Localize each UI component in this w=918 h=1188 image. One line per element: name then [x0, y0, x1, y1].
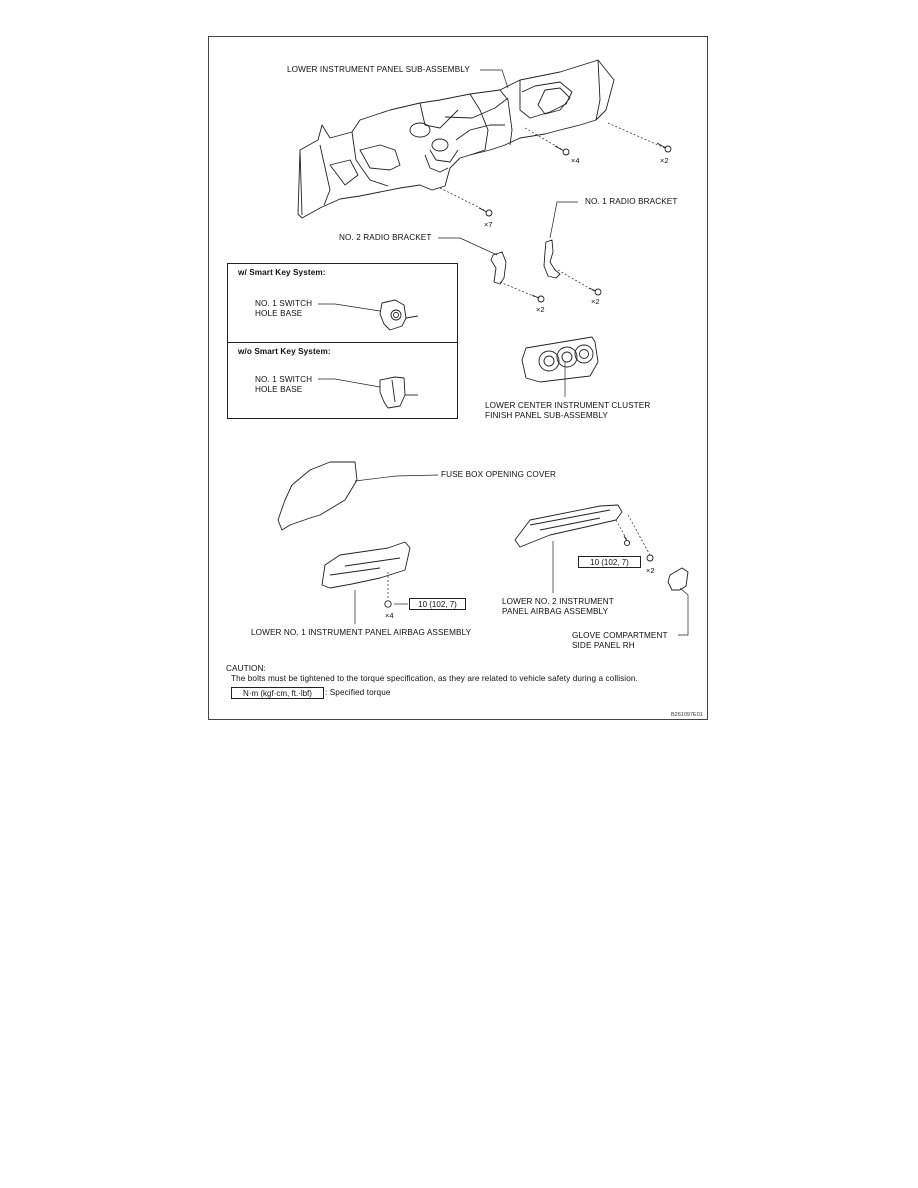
lower-instrument-panel-drawing — [298, 60, 614, 218]
smart-key-variant-box — [227, 263, 458, 419]
panel-bolt-qty-x2: ×2 — [660, 156, 669, 165]
fuse-box-cover-label: FUSE BOX OPENING COVER — [441, 470, 557, 479]
lower-no2-airbag-label-line1: LOWER NO. 2 INSTRUMENT — [502, 597, 614, 606]
lower-no1-airbag-label: LOWER NO. 1 INSTRUMENT PANEL AIRBAG ASSEMBLY — [251, 628, 472, 637]
fuse-box-cover-drawing — [278, 462, 357, 530]
variant-part-line1: NO. 1 SWITCH — [255, 375, 313, 384]
no2-radio-bracket-drawing — [491, 252, 506, 284]
airbag1-bolt-qty: ×4 — [385, 611, 394, 620]
bracket1-bolt-qty: ×2 — [591, 297, 600, 306]
caution-title: CAUTION: — [226, 664, 266, 673]
variant-part-line1: NO. 1 SWITCH — [255, 299, 313, 308]
glove-side-panel-drawing — [668, 568, 688, 590]
figure-code: B261097E01 — [671, 712, 703, 718]
panel-bolt-qty-x7: ×7 — [484, 220, 493, 229]
caution-text: The bolts must be tightened to the torque specification, as they are related to vehicle safety during a collision. — [231, 674, 638, 683]
lower-no2-airbag-label-line2: PANEL AIRBAG ASSEMBLY — [502, 607, 609, 616]
airbag1-torque-box: 10 (102, 7) — [409, 598, 466, 610]
lower-no1-airbag-drawing — [322, 542, 410, 588]
lower-instrument-panel-label: LOWER INSTRUMENT PANEL SUB-ASSEMBLY — [287, 65, 470, 74]
variant-heading-with-smart-key: w/ Smart Key System: — [238, 268, 326, 277]
no1-radio-bracket-drawing — [544, 240, 560, 278]
no1-radio-bracket-label: NO. 1 RADIO BRACKET — [585, 197, 678, 206]
bracket2-bolt-qty: ×2 — [536, 305, 545, 314]
variant-part-line2: HOLE BASE — [255, 385, 303, 394]
variant-heading-without-smart-key: w/o Smart Key System: — [238, 347, 331, 356]
lower-no2-airbag-drawing — [515, 505, 622, 547]
lower-center-cluster-label-line2: FINISH PANEL SUB-ASSEMBLY — [485, 411, 608, 420]
glove-side-panel-label-line1: GLOVE COMPARTMENT — [572, 631, 668, 640]
airbag2-torque-box: 10 (102, 7) — [578, 556, 641, 568]
airbag2-bolt-qty: ×2 — [646, 566, 655, 575]
center-cluster-panel-drawing — [522, 337, 598, 382]
legend-description: : Specified torque — [325, 688, 391, 697]
panel-bolt-qty-x4: ×4 — [571, 156, 580, 165]
legend-unit-box: N·m (kgf·cm, ft.·lbf) — [231, 687, 324, 699]
variant-part-line2: HOLE BASE — [255, 309, 303, 318]
variant-divider — [228, 342, 457, 343]
glove-side-panel-label-line2: SIDE PANEL RH — [572, 641, 635, 650]
no2-radio-bracket-label: NO. 2 RADIO BRACKET — [339, 233, 432, 242]
lower-center-cluster-label-line1: LOWER CENTER INSTRUMENT CLUSTER — [485, 401, 651, 410]
